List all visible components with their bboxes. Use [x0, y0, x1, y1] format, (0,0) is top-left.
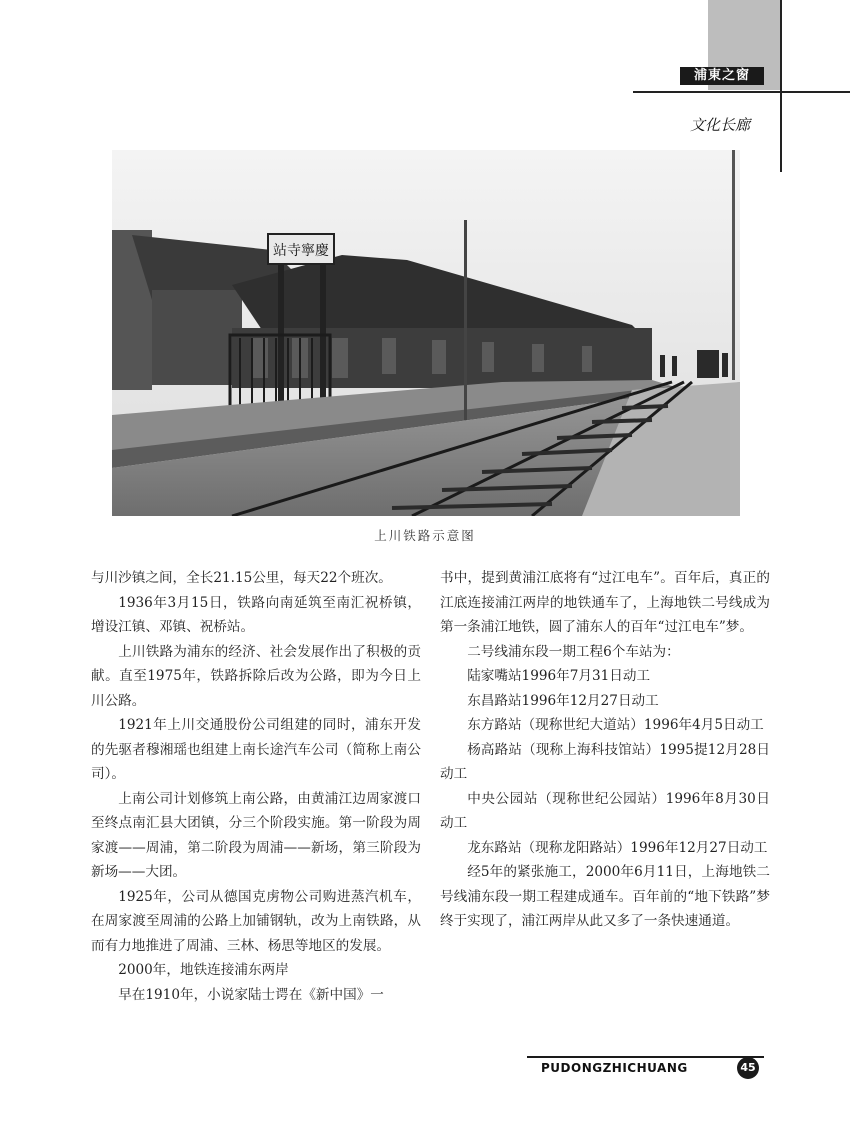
paragraph: 上南公司计划修筑上南公路，由黄浦江边周家渡口至终点南汇县大团镇，分三个阶段实施。第一阶段为周家渡——周浦，第二阶段为周浦——新场，第三阶段为新场——大团。: [91, 790, 421, 880]
station-list-item: 陆家嘴站1996年7月31日动工: [467, 668, 651, 684]
paragraph: 与川沙镇之间，全长21.15公里，每天22个班次。: [91, 570, 392, 586]
footer-rule: [527, 1056, 764, 1058]
photo-caption: 上川铁路示意图: [374, 528, 476, 543]
subheading: 2000年，地铁连接浦东两岸: [118, 962, 289, 978]
right-text-column: [440, 566, 770, 934]
paragraph: 经5年的紧张施工，2000年6月11日，上海地铁二号线浦东段一期工程建成通车。百年前的“地下铁路”梦终于实现了，浦江两岸从此又多了一条快速通道。: [440, 864, 770, 929]
left-text-column: [91, 566, 421, 1007]
paragraph: 书中，提到黄浦江底将有“过江电车”。百年后，真正的江底连接浦江两岸的地铁通车了，上海地铁二号线成为第一条浦江地铁，圆了浦东人的百年“过江电车”梦。: [440, 570, 770, 635]
paragraph: 二号线浦东段一期工程6个车站为：: [467, 643, 680, 660]
magazine-badge: 浦東之窗: [680, 67, 764, 85]
footer-brand: PUDONGZHICHUANG: [541, 1061, 688, 1075]
station-list-item: 东昌路站1996年12月27日动工: [467, 692, 659, 709]
station-list-item: 龙东路站（现称龙阳路站）1996年12月27日动工: [467, 839, 768, 856]
station-sign-text: 站寺寧慶: [273, 243, 329, 259]
station-list-item: 中央公园站（现称世纪公园站）1996年8月30日动工: [440, 790, 770, 831]
header-horizontal-rule: [633, 91, 850, 93]
railway-station-photo: [112, 150, 740, 516]
page-number: 45: [737, 1057, 759, 1079]
station-list-item: 杨高路站（现称上海科技馆站）1995提12月28日动工: [440, 741, 770, 782]
header-vertical-rule: [780, 0, 782, 172]
section-title: 文化长廊: [690, 116, 751, 134]
station-list-item: 东方路站（现称世纪大道站）1996年4月5日动工: [467, 717, 764, 733]
paragraph: 早在1910年，小说家陆士谔在《新中国》一: [118, 986, 384, 1003]
paragraph: 1925年，公司从德国克虏物公司购进蒸汽机车，在周家渡至周浦的公路上加铺钢轨，改为上南铁路，从而有力地推进了周浦、三林、杨思等地区的发展。: [91, 888, 421, 954]
paragraph: 1921年上川交通股份公司组建的同时，浦东开发的先驱者穆湘瑶也组建上南长途汽车公司（简称上南公司）。: [91, 717, 421, 782]
paragraph: 1936年3月15日，铁路向南延筑至南汇祝桥镇，增设江镇、邓镇、祝桥站。: [91, 594, 421, 635]
paragraph: 上川铁路为浦东的经济、社会发展作出了积极的贡献。直至1975年，铁路拆除后改为公路，即为今日上川公路。: [91, 643, 421, 709]
